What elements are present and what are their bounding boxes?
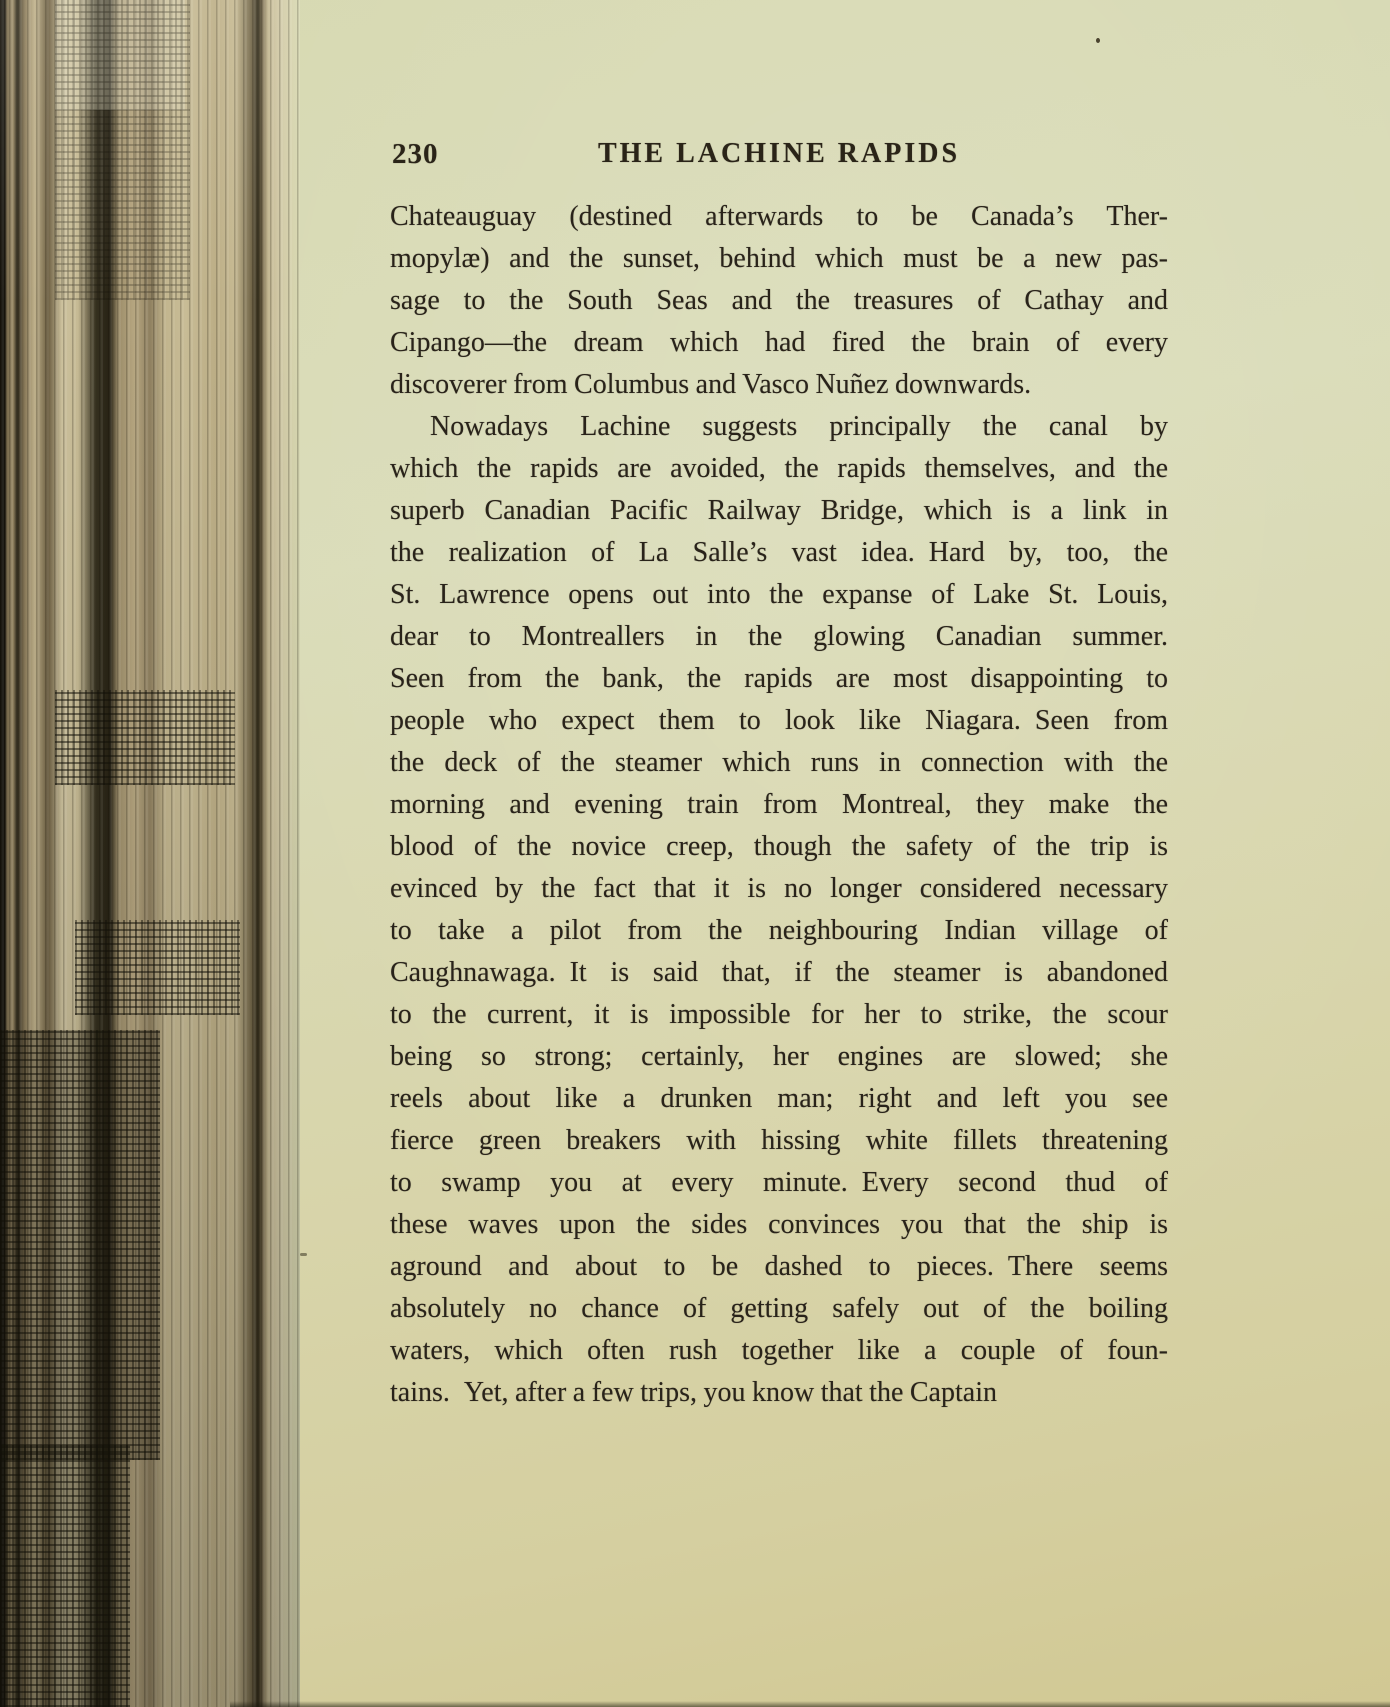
page-edges-texture	[55, 690, 235, 785]
text-line: the realization of La Salle’s vast idea. Hard by, too, the	[390, 537, 1168, 568]
book-page	[390, 0, 1168, 1707]
text-line: tains. Yet, after a few trips, you know that the Captain	[390, 1377, 997, 1408]
page-text	[390, 196, 1168, 1414]
text-line: to swamp you at every minute. Every second thud of	[390, 1167, 1168, 1198]
paper-speck	[300, 1253, 307, 1256]
book-page-edges	[0, 0, 300, 1707]
text-line: Nowadays Lachine suggests principally the canal by	[430, 411, 1168, 442]
page-number: 230	[392, 138, 439, 170]
paper-speck	[1096, 38, 1100, 43]
text-line: Seen from the bank, the rapids are most disappointing to	[390, 663, 1168, 694]
text-line: to take a pilot from the neighbouring Indian village of	[390, 915, 1168, 946]
text-line: discoverer from Columbus and Vasco Nuñez downwards.	[390, 369, 1032, 400]
text-line: sage to the South Seas and the treasures of Cathay and	[390, 285, 1168, 316]
text-line: evinced by the fact that it is no longer considered necessary	[390, 873, 1168, 904]
page-edges-texture	[55, 0, 190, 300]
text-line: dear to Montreallers in the glowing Canadian summer.	[390, 621, 1168, 652]
text-line: morning and evening train from Montreal, they make the	[390, 789, 1168, 820]
page-edges-texture	[0, 1445, 130, 1707]
text-line: people who expect them to look like Niagara. Seen from	[390, 705, 1168, 736]
page-edges-texture	[0, 1030, 160, 1460]
text-line: Cipango—the dream which had fired the brain of every	[390, 327, 1168, 358]
text-line: which the rapids are avoided, the rapids themselves, and the	[390, 453, 1168, 484]
page-edges-texture	[75, 920, 240, 1015]
text-line: blood of the novice creep, though the safety of the trip is	[390, 831, 1168, 862]
text-line: St. Lawrence opens out into the expanse of Lake St. Louis,	[390, 579, 1168, 610]
text-line: being so strong; certainly, her engines are slowed; she	[390, 1041, 1168, 1072]
text-line: mopylæ) and the sunset, behind which must be a new pas-	[390, 243, 1168, 274]
text-line: waters, which often rush together like a couple of foun-	[390, 1335, 1168, 1366]
text-line: reels about like a drunken man; right and left you see	[390, 1083, 1168, 1114]
text-line: Chateauguay (destined afterwards to be Canada’s Ther-	[390, 201, 1168, 232]
page-bottom-shadow	[230, 1701, 1390, 1707]
page-header	[390, 138, 1168, 174]
running-header: THE LACHINE RAPIDS	[597, 138, 961, 169]
text-line: absolutely no chance of getting safely out of the boiling	[390, 1293, 1168, 1324]
text-line: the deck of the steamer which runs in connection with the	[390, 747, 1168, 778]
text-line: these waves upon the sides convinces you that the ship is	[390, 1209, 1168, 1240]
text-line: superb Canadian Pacific Railway Bridge, which is a link in	[390, 495, 1168, 526]
text-line: to the current, it is impossible for her to strike, the scour	[390, 999, 1168, 1030]
text-line: aground and about to be dashed to pieces. There seems	[390, 1251, 1168, 1282]
text-line: Caughnawaga. It is said that, if the steamer is abandoned	[390, 957, 1168, 988]
text-line: fierce green breakers with hissing white fillets threatening	[390, 1125, 1168, 1156]
